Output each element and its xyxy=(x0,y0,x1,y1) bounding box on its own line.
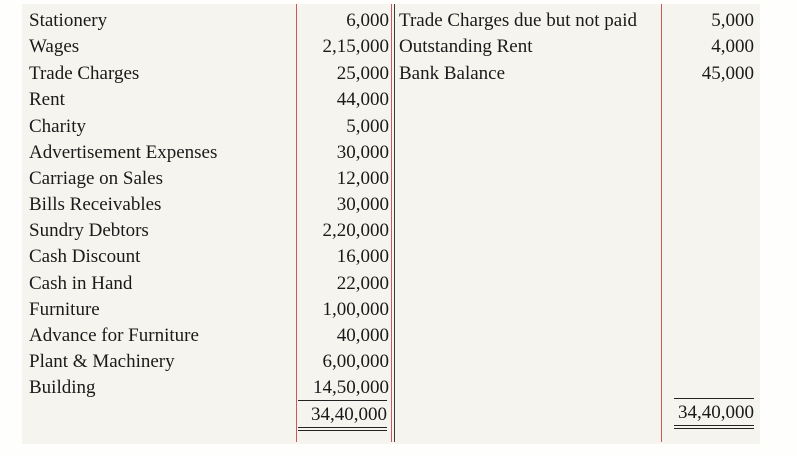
asset-amount: 6,000 xyxy=(346,10,389,31)
asset-amount: 5,000 xyxy=(346,116,389,137)
column-rule-middle-dark xyxy=(394,4,395,442)
liability-name: Trade Charges due but not paid xyxy=(399,10,638,31)
asset-name: Bills Receivables xyxy=(29,194,162,215)
asset-amount: 14,50,000 xyxy=(313,377,389,398)
liability-amount: 45,000 xyxy=(701,63,754,84)
asset-amount: 25,000 xyxy=(336,63,389,84)
column-rule-right-red xyxy=(661,4,662,442)
column-rule-middle-red xyxy=(391,4,392,442)
liability-amount: 4,000 xyxy=(711,36,754,57)
asset-name: Plant & Machinery xyxy=(29,351,175,372)
asset-amount: 6,00,000 xyxy=(322,351,389,372)
total-left: 34,40,000 xyxy=(298,400,387,431)
asset-amount: 16,000 xyxy=(336,246,389,267)
asset-name: Sundry Debtors xyxy=(29,220,149,241)
asset-name: Advertisement Expenses xyxy=(29,142,218,163)
asset-amount: 2,20,000 xyxy=(322,220,389,241)
asset-amount: 30,000 xyxy=(336,194,389,215)
asset-name: Cash Discount xyxy=(29,246,141,267)
asset-amount: 22,000 xyxy=(336,273,389,294)
asset-name: Advance for Furniture xyxy=(29,325,199,346)
column-rule-left-red xyxy=(296,4,297,442)
liability-name: Bank Balance xyxy=(399,63,506,84)
asset-name: Furniture xyxy=(29,299,100,320)
asset-name: Building xyxy=(29,377,96,398)
liability-name: Outstanding Rent xyxy=(399,36,533,57)
asset-name: Cash in Hand xyxy=(29,273,133,294)
asset-amount: 1,00,000 xyxy=(322,299,389,320)
asset-name: Rent xyxy=(29,89,65,110)
asset-name: Trade Charges xyxy=(29,63,140,84)
asset-name: Carriage on Sales xyxy=(29,168,164,189)
asset-amount: 2,15,000 xyxy=(322,36,389,57)
asset-name: Stationery xyxy=(29,10,108,31)
liability-amount: 5,000 xyxy=(711,10,754,31)
asset-amount: 30,000 xyxy=(336,142,389,163)
asset-amount: 40,000 xyxy=(336,325,389,346)
total-right: 34,40,000 xyxy=(674,398,754,429)
asset-name: Wages xyxy=(29,36,80,57)
asset-amount: 12,000 xyxy=(336,168,389,189)
asset-name: Charity xyxy=(29,116,86,137)
asset-amount: 44,000 xyxy=(336,89,389,110)
